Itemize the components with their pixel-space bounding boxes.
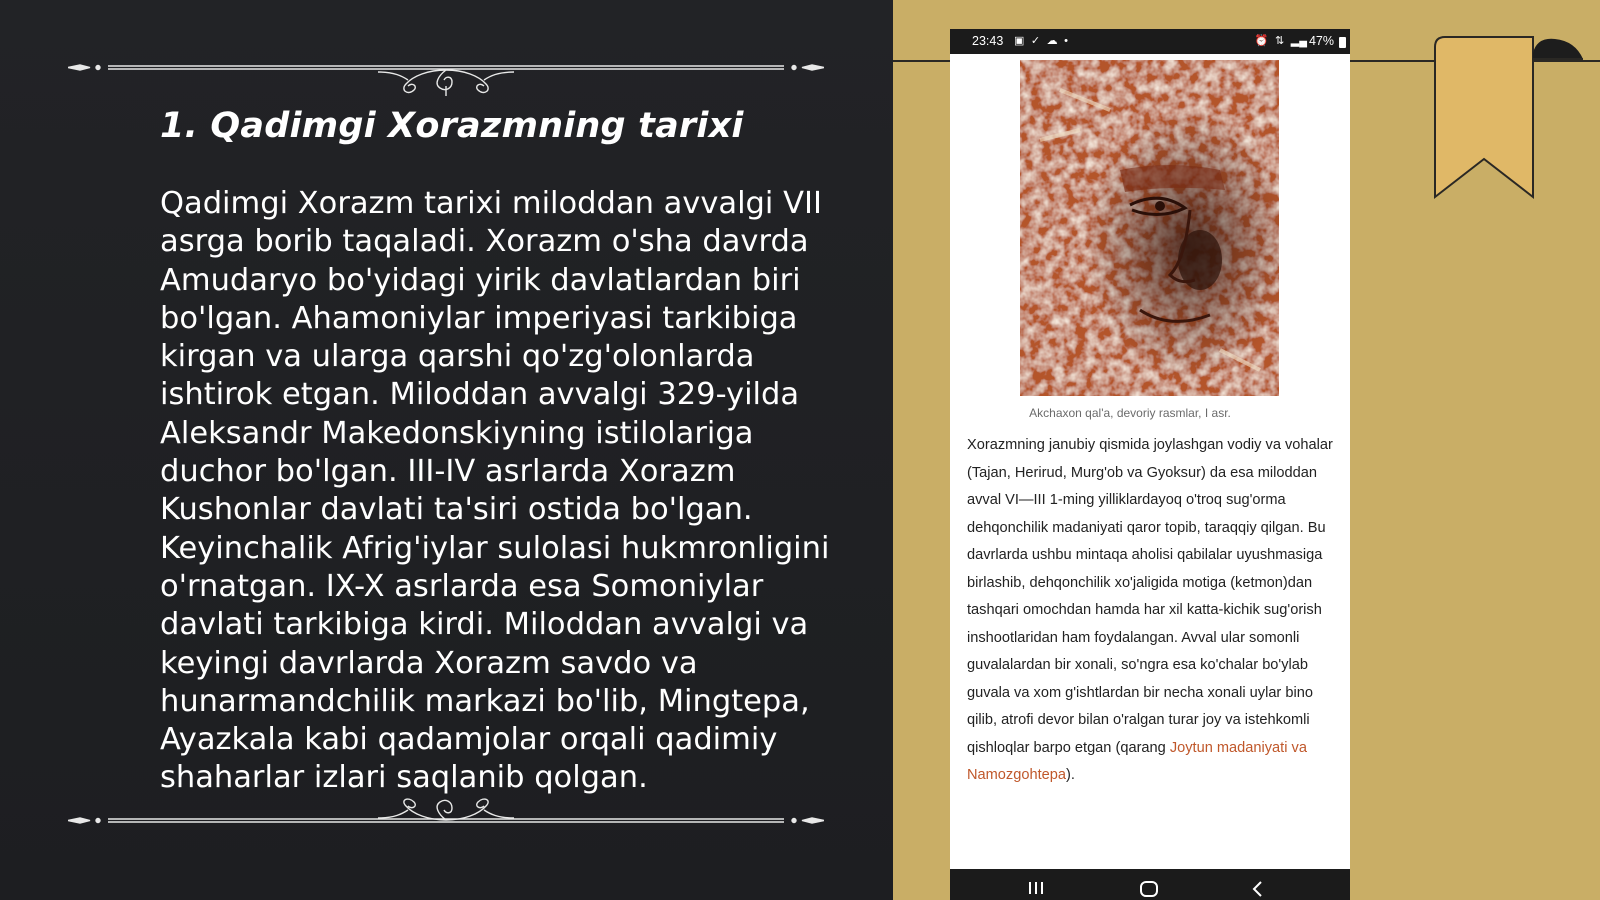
mural-fresco-image [1020,60,1279,396]
bookmark-icon [1433,35,1583,205]
gallery-icon: ▣ [1014,35,1025,47]
image-caption: Akchaxon qal'a, devoriy rasmlar, I asr. [1029,406,1231,420]
home-icon[interactable] [1139,881,1159,897]
status-time: 23:43 [972,34,1004,48]
phone-screenshot [950,29,1350,900]
ornament-divider-bottom [68,796,824,830]
article-paragraph [967,432,1337,790]
check-icon: ✓ [1030,35,1041,47]
navigation-bar [950,869,1350,900]
dot-icon: • [1064,35,1068,47]
slide-title: 1. Qadimgi Xorazmning tarixi [160,106,744,146]
back-icon[interactable] [1250,881,1264,897]
status-left-icons [1014,33,1071,47]
recent-apps-icon[interactable] [1027,881,1045,895]
alarm-icon: ⏰ [1254,35,1269,47]
cloud-icon: ☁ [1046,35,1058,47]
signal-icon: ▂▄ [1290,35,1307,47]
status-bar [950,29,1350,54]
data-icon: ⇅ [1275,35,1285,47]
battery-percent: 47% [1308,34,1334,48]
article-text-end: ). [1065,767,1075,783]
battery-icon [1339,37,1346,48]
article-text: Xorazmning janubiy qismida joylashgan vodiy va vohalar (Tajan, Herirud, Murg'ob va Gyoksur) da esa miloddan avval VI—III 1-ming yilliklardayoq o'troq sug'orma dehqonchilik madaniyati qaror topib, taraqqiy qilgan. Bu davrlarda ushbu mintaqa aholisi qabilalar uyushmasiga birlashib, dehqonchilik xo'jaligida motiga (ketmon)dan tashqari omochdan hamda har xil katta-kichik sug'orish inshootlaridan ham foydalangan. Avval ular somonli guvalalardan bir xonali, so'ngra esa ko'chalar bo'ylab guvala va xom g'ishtlardan bir necha xonali uylar bino qilib, atrofi devor bilan o'ralgan turar joy va istehkomli qishloqlar barpo etgan (qarang [967,437,1333,756]
slide-body-text: Qadimgi Xorazm tarixi miloddan avvalgi VII asrga borib taqaladi. Xorazm o'sha davrda Amudaryo bo'yidagi yirik davlatlardan biri bo'lgan. Ahamoniylar imperiyasi tarkibiga kirgan va ularga qarshi qo'zg'olonlarda ishtirok etgan. Miloddan avvalgi 329-yilda Aleksandr Makedonskiyning istilolariga duchor bo'lgan. III-IV asrlarda Xorazm Kushonlar davlati ta'siri ostida bo'lgan. Keyinchalik Afrig'iylar sulolasi hukmronligini o'rnatgan. IX-X asrlarda esa Somoniylar davlati tarkibiga kirdi. Miloddan avvalgi va keyingi davrlarda Xorazm savdo va hunarmandchilik markazi bo'lib, Mingtepa, Ayazkala kabi qadamjolar orqali qadimiy shaharlar izlari saqlanib qolgan. [160,186,830,796]
article-link[interactable]: Joytun madaniyati va Namozgohtepa [967,739,1307,783]
ornament-divider-top [68,62,824,96]
status-right-icons [1255,33,1310,47]
